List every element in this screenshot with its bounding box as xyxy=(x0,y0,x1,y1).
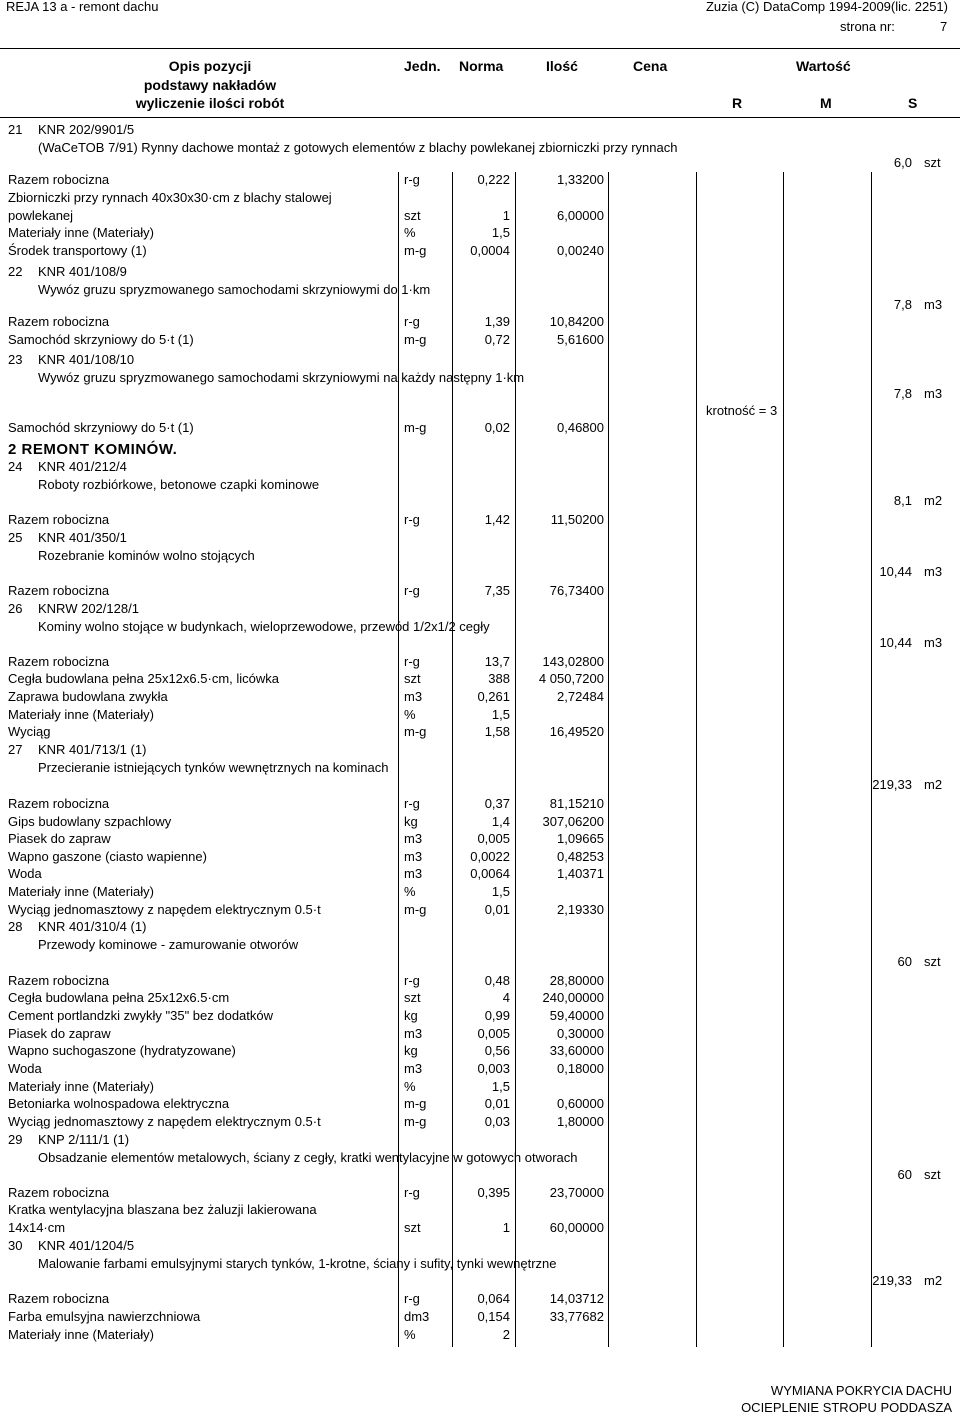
resource-qty: 76,73400 xyxy=(549,583,604,598)
resource-norm: 4 xyxy=(502,990,510,1005)
resource-unit: m-g xyxy=(404,902,427,917)
resource-unit: % xyxy=(404,1327,416,1342)
resource-unit: m3 xyxy=(404,831,423,846)
position-quantity: 60 xyxy=(897,1167,912,1182)
position-quantity: 8,1 xyxy=(893,493,912,508)
resource-norm: 1,4 xyxy=(491,814,510,829)
resource-name: Wyciąg jednomasztowy z napędem elektrycznym 0.5·t xyxy=(8,902,321,917)
resource-unit: % xyxy=(404,884,416,899)
resource-norm: 388 xyxy=(488,671,510,686)
header-price: Cena xyxy=(633,58,668,74)
resource-qty: 4 050,7200 xyxy=(538,671,604,686)
position-code: KNR 401/713/1 (1) xyxy=(38,742,147,757)
resource-qty: 60,00000 xyxy=(549,1220,604,1235)
resource-norm: 7,35 xyxy=(484,583,510,598)
resource-qty: 11,50200 xyxy=(550,512,604,527)
position-unit: m3 xyxy=(924,386,943,401)
resource-norm: 0,005 xyxy=(477,1026,510,1041)
header-r: R xyxy=(732,95,743,111)
col-sep-price xyxy=(608,172,609,1347)
page-number-label: strona nr: xyxy=(840,19,895,34)
resource-qty: 81,15210 xyxy=(549,796,604,811)
position-number: 30 xyxy=(8,1238,23,1253)
resource-unit: m-g xyxy=(404,1114,427,1129)
resource-qty: 23,70000 xyxy=(549,1185,604,1200)
resource-qty: 143,02800 xyxy=(542,654,604,669)
resource-unit: r-g xyxy=(404,654,420,669)
resource-norm: 0,064 xyxy=(477,1291,510,1306)
resource-name: Materiały inne (Materiały) xyxy=(8,884,154,899)
resource-qty: 1,33200 xyxy=(557,172,604,187)
position-description: Wywóz gruzu spryzmowanego samochodami skrzyniowymi na każdy następny 1·km xyxy=(38,370,525,385)
resource-norm: 0,01 xyxy=(484,902,510,917)
resource-qty: 1,80000 xyxy=(557,1114,604,1129)
resource-unit: m3 xyxy=(404,849,423,864)
resource-qty: 0,18000 xyxy=(557,1061,604,1076)
position-number: 27 xyxy=(8,742,23,757)
resource-name: Gips budowlany szpachlowy xyxy=(8,814,172,829)
resource-name: Cement portlandzki zwykły "35" bez dodatków xyxy=(8,1008,274,1023)
resource-qty: 6,00000 xyxy=(557,208,604,223)
resource-norm: 0,0004 xyxy=(470,243,510,258)
resource-unit: szt xyxy=(404,208,421,223)
resource-norm: 1,5 xyxy=(491,707,510,722)
resource-name: 14x14·cm xyxy=(8,1220,66,1235)
resource-norm: 0,261 xyxy=(477,689,510,704)
position-code: KNRW 202/128/1 xyxy=(38,601,139,616)
position-unit: szt xyxy=(924,1167,941,1182)
resource-unit: m3 xyxy=(404,866,423,881)
resource-name: Razem robocizna xyxy=(8,654,110,669)
resource-name: Woda xyxy=(8,1061,42,1076)
resource-unit: r-g xyxy=(404,973,420,988)
resource-unit: kg xyxy=(404,1008,418,1023)
resource-norm: 0,56 xyxy=(484,1043,510,1058)
resource-norm: 0,222 xyxy=(477,172,510,187)
col-sep-r xyxy=(783,172,784,1347)
position-number: 21 xyxy=(8,122,23,137)
position-unit: szt xyxy=(924,954,941,969)
resource-name: Materiały inne (Materiały) xyxy=(8,1327,154,1342)
resource-norm: 0,48 xyxy=(484,973,510,988)
position-unit: m2 xyxy=(924,777,943,792)
resource-qty: 0,48253 xyxy=(557,849,604,864)
resource-name: Materiały inne (Materiały) xyxy=(8,707,154,722)
resource-qty: 10,84200 xyxy=(549,314,604,329)
resource-unit: r-g xyxy=(404,1291,420,1306)
position-description: Roboty rozbiórkowe, betonowe czapki kominowe xyxy=(38,477,320,492)
position-unit: m3 xyxy=(924,564,943,579)
header-top-rule xyxy=(0,48,960,49)
resource-unit: m-g xyxy=(404,420,427,435)
resource-unit: % xyxy=(404,707,416,722)
resource-qty: 28,80000 xyxy=(549,973,604,988)
position-code: KNP 2/111/1 (1) xyxy=(38,1132,130,1147)
resource-norm: 1,58 xyxy=(484,724,510,739)
resource-norm: 0,72 xyxy=(484,332,510,347)
header-m: M xyxy=(820,95,832,111)
resource-unit: r-g xyxy=(404,583,420,598)
position-unit: m2 xyxy=(924,1273,943,1288)
resource-norm: 1,5 xyxy=(491,884,510,899)
resource-name: Kratka wentylacyjna blaszana bez żaluzji lakierowana xyxy=(8,1202,317,1217)
resource-name: Razem robocizna xyxy=(8,512,110,527)
resource-name: Farba emulsyjna nawierzchniowa xyxy=(8,1309,201,1324)
header-unit: Jedn. xyxy=(404,58,441,74)
resource-qty: 0,30000 xyxy=(557,1026,604,1041)
position-unit: m3 xyxy=(924,635,943,650)
resource-norm: 1 xyxy=(502,208,510,223)
position-unit: szt xyxy=(924,155,941,170)
resource-name: Wapno gaszone (ciasto wapienne) xyxy=(8,849,207,864)
resource-unit: r-g xyxy=(404,172,420,187)
resource-name: Woda xyxy=(8,866,42,881)
resource-name: Razem robocizna xyxy=(8,172,110,187)
resource-unit: m-g xyxy=(404,1096,427,1111)
position-description: (WaCeTOB 7/91) Rynny dachowe montaż z gotowych elementów z blachy powlekanej zbiorniczki przy rynnach xyxy=(38,140,678,155)
header-s: S xyxy=(908,95,918,111)
page-header-left: REJA 13 a - remont dachu xyxy=(6,0,159,14)
header-value: Wartość xyxy=(796,58,851,74)
position-quantity: 10,44 xyxy=(879,564,912,579)
resource-unit: szt xyxy=(404,1220,421,1235)
resource-norm: 0,154 xyxy=(477,1309,510,1324)
header-qty: Ilość xyxy=(546,58,578,74)
position-quantity: 219,33 xyxy=(872,1273,912,1288)
resource-name: Piasek do zapraw xyxy=(8,831,111,846)
resource-qty: 33,77682 xyxy=(549,1309,604,1324)
resource-unit: % xyxy=(404,225,416,240)
resource-unit: % xyxy=(404,1079,416,1094)
resource-unit: r-g xyxy=(404,796,420,811)
resource-unit: szt xyxy=(404,671,421,686)
resource-qty: 16,49520 xyxy=(549,724,604,739)
resource-name: Razem robocizna xyxy=(8,796,110,811)
resource-qty: 0,00240 xyxy=(557,243,604,258)
resource-unit: m3 xyxy=(404,1061,423,1076)
position-description: Obsadzanie elementów metalowych, ściany z cegły, kratki wentylacyjne w gotowych otworach xyxy=(38,1150,578,1165)
col-sep-m xyxy=(871,172,872,1347)
resource-name: Razem robocizna xyxy=(8,314,110,329)
resource-norm: 1 xyxy=(502,1220,510,1235)
resource-name: Zbiorniczki przy rynnach 40x30x30·cm z blachy stalowej xyxy=(8,190,332,205)
section-title: 2 REMONT KOMINÓW. xyxy=(8,441,178,458)
position-code: KNR 202/9901/5 xyxy=(38,122,135,137)
resource-name: Piasek do zapraw xyxy=(8,1026,111,1041)
footer-line-2: OCIEPLENIE STROPU PODDASZA xyxy=(741,1400,952,1415)
resource-unit: r-g xyxy=(404,1185,420,1200)
position-number: 29 xyxy=(8,1132,23,1147)
position-code: KNR 401/310/4 (1) xyxy=(38,919,147,934)
resource-name: Wapno suchogaszone (hydratyzowane) xyxy=(8,1043,236,1058)
resource-qty: 240,00000 xyxy=(542,990,604,1005)
resource-unit: r-g xyxy=(404,512,420,527)
resource-unit: kg xyxy=(404,814,418,829)
resource-norm: 13,7 xyxy=(484,654,510,669)
resource-qty: 1,40371 xyxy=(557,866,604,881)
header-bottom-rule xyxy=(0,117,960,118)
position-code: KNR 401/108/9 xyxy=(38,264,127,279)
position-code: KNR 401/212/4 xyxy=(38,459,127,474)
resource-name: Wyciąg jednomasztowy z napędem elektrycznym 0.5·t xyxy=(8,1114,321,1129)
header-desc-3: wyliczenie ilości robót xyxy=(135,95,285,111)
position-code: KNR 401/108/10 xyxy=(38,352,135,367)
resource-qty: 2,72484 xyxy=(557,689,604,704)
resource-unit: kg xyxy=(404,1043,418,1058)
resource-qty: 1,09665 xyxy=(557,831,604,846)
resource-qty: 2,19330 xyxy=(557,902,604,917)
resource-unit: m-g xyxy=(404,243,427,258)
resource-name: Razem robocizna xyxy=(8,1185,110,1200)
resource-norm: 0,37 xyxy=(484,796,510,811)
position-quantity: 219,33 xyxy=(872,777,912,792)
position-number: 26 xyxy=(8,601,23,616)
header-norm: Norma xyxy=(459,58,504,74)
resource-qty: 33,60000 xyxy=(549,1043,604,1058)
resource-name: Samochód skrzyniowy do 5·t (1) xyxy=(8,332,194,347)
position-description: Malowanie farbami emulsyjnymi starych tynków, 1-krotne, ściany i sufity, tynki wewnętrzne xyxy=(38,1256,557,1271)
resource-unit: r-g xyxy=(404,314,420,329)
resource-norm: 0,0022 xyxy=(470,849,510,864)
resource-norm: 0,395 xyxy=(477,1185,510,1200)
resource-name: Betoniarka wolnospadowa elektryczna xyxy=(8,1096,230,1111)
position-unit: m3 xyxy=(924,297,943,312)
resource-norm: 0,99 xyxy=(484,1008,510,1023)
resource-norm: 1,5 xyxy=(491,225,510,240)
resource-name: Samochód skrzyniowy do 5·t (1) xyxy=(8,420,194,435)
resource-name: Razem robocizna xyxy=(8,583,110,598)
resource-unit: m3 xyxy=(404,1026,423,1041)
position-number: 24 xyxy=(8,459,23,474)
position-description: Rozebranie kominów wolno stojących xyxy=(38,548,255,563)
footer-line-1: WYMIANA POKRYCIA DACHU xyxy=(770,1383,952,1398)
resource-unit: m-g xyxy=(404,332,427,347)
position-quantity: 7,8 xyxy=(893,297,912,312)
resource-unit: szt xyxy=(404,990,421,1005)
resource-norm: 0,03 xyxy=(484,1114,510,1129)
resource-norm: 0,02 xyxy=(484,420,510,435)
resource-qty: 0,60000 xyxy=(557,1096,604,1111)
resource-name: Wyciąg xyxy=(8,724,51,739)
resource-name: Razem robocizna xyxy=(8,973,110,988)
position-quantity: 7,8 xyxy=(893,386,912,401)
resource-norm: 0,005 xyxy=(477,831,510,846)
resource-name: Środek transportowy (1) xyxy=(8,243,147,258)
position-quantity: 10,44 xyxy=(879,635,912,650)
position-description: Przewody kominowe - zamurowanie otworów xyxy=(38,937,299,952)
position-quantity: 6,0 xyxy=(893,155,912,170)
resource-name: Materiały inne (Materiały) xyxy=(8,225,154,240)
resource-norm: 1,5 xyxy=(491,1079,510,1094)
resource-name: Cegła budowlana pełna 25x12x6.5·cm xyxy=(8,990,230,1005)
position-number: 22 xyxy=(8,264,23,279)
position-number: 28 xyxy=(8,919,23,934)
resource-qty: 0,46800 xyxy=(557,420,604,435)
position-code: KNR 401/1204/5 xyxy=(38,1238,135,1253)
header-desc-1: Opis pozycji xyxy=(168,58,252,74)
resource-qty: 307,06200 xyxy=(542,814,604,829)
resource-qty: 14,03712 xyxy=(549,1291,604,1306)
position-description: Wywóz gruzu spryzmowanego samochodami skrzyniowymi do 1·km xyxy=(38,282,431,297)
position-description: Kominy wolno stojące w budynkach, wieloprzewodowe, przewód 1/2x1/2 cegły xyxy=(38,619,490,634)
resource-name: Zaprawa budowlana zwykła xyxy=(8,689,168,704)
resource-norm: 2 xyxy=(502,1327,510,1342)
page-header-right: Zuzia (C) DataComp 1994-2009(lic. 2251) xyxy=(705,0,948,14)
col-sep-value xyxy=(696,172,697,1347)
resource-norm: 0,0064 xyxy=(470,866,510,881)
header-desc-2: podstawy nakładów xyxy=(143,77,277,93)
position-description: Przecieranie istniejących tynków wewnętrznych na kominach xyxy=(38,760,389,775)
resource-norm: 0,003 xyxy=(477,1061,510,1076)
resource-unit: m3 xyxy=(404,689,423,704)
position-number: 23 xyxy=(8,352,23,367)
resource-qty: 5,61600 xyxy=(557,332,604,347)
resource-name: powlekanej xyxy=(8,208,74,223)
resource-norm: 1,42 xyxy=(484,512,510,527)
position-number: 25 xyxy=(8,530,23,545)
position-krotnosc: krotność = 3 xyxy=(706,403,778,418)
resource-name: Cegła budowlana pełna 25x12x6.5·cm, licówka xyxy=(8,671,279,686)
resource-unit: m-g xyxy=(404,724,427,739)
resource-name: Razem robocizna xyxy=(8,1291,110,1306)
resource-norm: 1,39 xyxy=(484,314,510,329)
resource-name: Materiały inne (Materiały) xyxy=(8,1079,154,1094)
position-quantity: 60 xyxy=(897,954,912,969)
page-number: 7 xyxy=(940,19,948,34)
position-unit: m2 xyxy=(924,493,943,508)
resource-unit: dm3 xyxy=(404,1309,430,1324)
position-code: KNR 401/350/1 xyxy=(38,530,127,545)
resource-norm: 0,01 xyxy=(484,1096,510,1111)
resource-qty: 59,40000 xyxy=(549,1008,604,1023)
